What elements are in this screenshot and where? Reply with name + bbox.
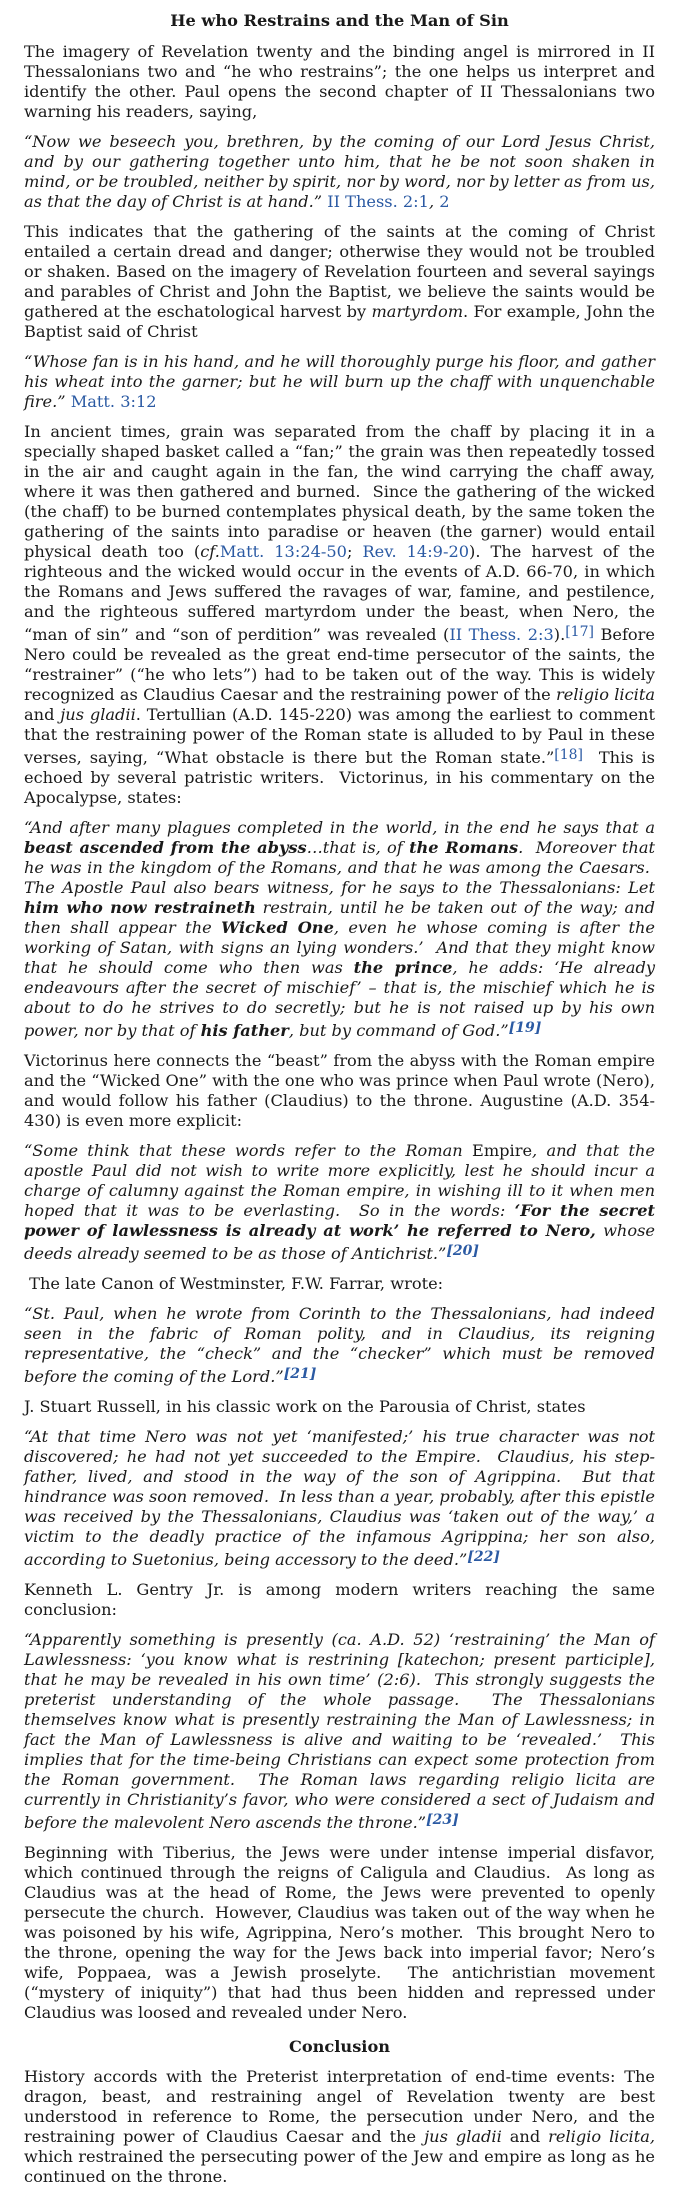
paragraph-harvest: In ancient times, grain was separated from the chaff by placing it in a specially shaped basket called a “fan;” the grain was then repeatedly tossed in the air and caught again in the fan, the wind carrying the chaff away, where it was then gathered and burned. Since the gathering of the wicked (the chaff) to be burned contemplates physical death, by the same token the gathering of the saints into paradise or heaven (the garner) would entail physical death too (cf.Matt. 13:24-50; Rev. 14:9-20). The harvest of the righteous and the wicked would occur in the events of A.D. 66-70, in which the Romans and Jews suffered the ravages of war, famine, and pestilence, and the righteous suffered martyrdom under the beast, when Nero, the “man of sin” and “son of perdition” was revealed (II Thess. 2:3).[17] Before Nero could be revealed as the great end-time persecutor of the saints, the “restrainer” (“he who lets”) had to be taken out of the way. This is widely recognized as Claudius Caesar and the restraining power of the religio licita and jus gladii. Tertullian (A.D. 145-220) was among the earliest to comment that the restraining power of the Roman state is alluded to by Paul in these verses, saying, “What obstacle is there but the Roman state.”[18] This is echoed by several patristic writers. Victorinus, in his commentary on the Apocalypse, states:	[24, 422, 655, 807]
paragraph-victorinus-commentary: Victorinus here connects the “beast” from the abyss with the Roman empire and the “Wicked One” with the one who was prince when Paul wrote (Nero), and would follow his father (Claudius) to the throne. Augustine (A.D. 354-430) is even more explicit:	[24, 1051, 656, 1130]
quote-matt-3-12: “Whose fan is in his hand, and he will thoroughly purge his floor, and gather his wheat into the garner; but he will burn up the chaff with unquenchable fire.” Matt. 3:12	[24, 352, 655, 411]
page-title: He who Restrains and the Man of Sin	[170, 11, 509, 30]
quote-russell: “At that time Nero was not yet ‘manifested;’ his true character was not discovered; he had not yet succeeded to the Empire. Claudius, his step-father, lived, and stood in the way of the son of Agrippina. But that hindrance was soon removed. In less than a year, probably, after this epistle was received by the Thessalonians, Claudius was ‘taken out of the way,’ a victim to the deadly practice of the infamous Agrippina; her son also, according to Suetonius, being accessory to the deed.”[22]	[24, 1427, 655, 1569]
footnote-link-19[interactable]: [19]	[508, 1020, 542, 1036]
footnote-link-23[interactable]: [23]	[426, 1812, 459, 1828]
paragraph-conclusion: History accords with the Preterist interpretation of end-time events: The dragon, beast, and restraining angel of Revelation twenty are best understood in reference to Rome, the persecution under Nero, and the restraining power of Claudius Caesar and the jus gladii and religio licita, which restrained the persecuting power of the Jew and empire as long as he continued on the throne.	[24, 2067, 656, 2186]
scripture-link-matt-13[interactable]: Matt. 13:24-50	[219, 542, 347, 561]
quote-gentry: “Apparently something is presently (ca. A.D. 52) ‘restraining’ the Man of Lawlessness: ‘you know what is restrining [katechon; present participle], that he may be revealed in his own time’ (2:6). This strongly suggests the preterist understanding of the whole passage. The Thessalonians themselves know what is presently restraining the Man of Lawlessness; in fact the Man of Lawlessness is alive and waiting to be ‘revealed.’ This implies that for the time-being Christians can expect some protection from the Roman government. The Roman laws regarding religio licita are currently in Christianity’s favor, who were considered a sect of Judaism and before the malevolent Nero ascends the throne.”[23]	[24, 1630, 655, 1832]
scripture-link-rev-14[interactable]: Rev. 14:9-20	[362, 542, 470, 561]
footnote-link-22[interactable]: [22]	[467, 1549, 501, 1565]
quote-2-thess-2-1: “Now we beseech you, brethren, by the coming of our Lord Jesus Christ, and by our gathering together unto him, that he be not soon shaken in mind, or be troubled, neither by spirit, nor by word, nor by letter as from us, as that the day of Christ is at hand.” II Thess. 2:1, 2	[24, 132, 655, 211]
scripture-link-2thess-2-1[interactable]: II Thess. 2:1	[327, 192, 429, 211]
scripture-link-2thess-2-3[interactable]: II Thess. 2:3	[449, 625, 554, 644]
footnote-link-18[interactable]: [18]	[554, 747, 583, 763]
quote-victorinus: “And after many plagues completed in the world, in the end he says that a beast ascended from the abyss…that is, of the Romans. Moreover that he was in the kingdom of the Romans, and that he was among the Caesars. The Apostle Paul also bears witness, for he says to the Thessalonians: Let him who now restraineth restrain, until he be taken out of the way; and then shall appear the Wicked One, even he whose coming is after the working of Satan, with signs an lying wonders.’ And that they might know that he should come who then was the prince, he adds: ‘He already endeavours after the secret of mischief’ – that is, the mischief which he is about to do he strives to do secretly; but he is not raised up by his own power, nor by that of his father, but by command of God.”[19]	[24, 818, 656, 1040]
conclusion-heading: Conclusion	[288, 2037, 391, 2056]
scripture-link-matt-3-12[interactable]: Matt. 3:12	[70, 392, 157, 411]
quote-farrar: “St. Paul, when he wrote from Corinth to the Thessalonians, had indeed seen in the fabric of Roman polity, and in Claudius, its reigning representative, the “check” and the “checker” which must be removed before the coming of the Lord.”[21]	[24, 1304, 655, 1386]
paragraph-intro: The imagery of Revelation twenty and the binding angel is mirrored in II Thessalonians two and “he who restrains”; the one helps us interpret and identify the other. Paul opens the second chapter of II Thessalonians two warning his readers, saying,	[24, 42, 655, 121]
quote-augustine: “Some think that these words refer to the Roman Empire, and that the apostle Paul did not wish to write more explicitly, lest he should incur a charge of calumny against the Roman empire, in wishing ill to it when men hoped that it was to be everlasting. So in the words: ‘For the secret power of lawlessness is already at work’ he referred to Nero, whose deeds already seemed to be as those of Antichrist.”[20]	[24, 1141, 656, 1263]
scripture-link-2thess-2-2[interactable]: 2	[439, 192, 450, 211]
footnote-link-17[interactable]: [17]	[565, 624, 594, 640]
footnote-link-21[interactable]: [21]	[283, 1366, 317, 1382]
footnote-link-20[interactable]: [20]	[446, 1243, 480, 1259]
paragraph-gentry-intro: Kenneth L. Gentry Jr. is among modern writers reaching the same conclusion:	[24, 1580, 655, 1619]
paragraph-farrar-intro: The late Canon of Westminster, F.W. Farrar, wrote:	[24, 1274, 444, 1293]
paragraph-russell-intro: J. Stuart Russell, in his classic work on the Parousia of Christ, states	[24, 1397, 586, 1416]
paragraph-gathering: This indicates that the gathering of the saints at the coming of Christ entailed a certain dread and danger; otherwise they would not be troubled or shaken. Based on the imagery of Revelation fourteen and several sayings and parables of Christ and John the Baptist, we believe the saints would be gathered at the eschatological harvest by martyrdom. For example, John the Baptist said of Christ	[24, 222, 655, 341]
paragraph-tiberius: Beginning with Tiberius, the Jews were under intense imperial disfavor, which continued through the reigns of Caligula and Claudius. As long as Claudius was at the head of Rome, the Jews were prevented to openly persecute the church. However, Claudius was taken out of the way when he was poisoned by his wife, Agrippina, Nero’s mother. This brought Nero to the throne, opening the way for the Jews back into imperial favor; Nero’s wife, Poppaea, was a Jewish proselyte. The antichristian movement (“mystery of iniquity”) that had thus been hidden and repressed under Claudius was loosed and revealed under Nero.	[24, 1843, 655, 2022]
